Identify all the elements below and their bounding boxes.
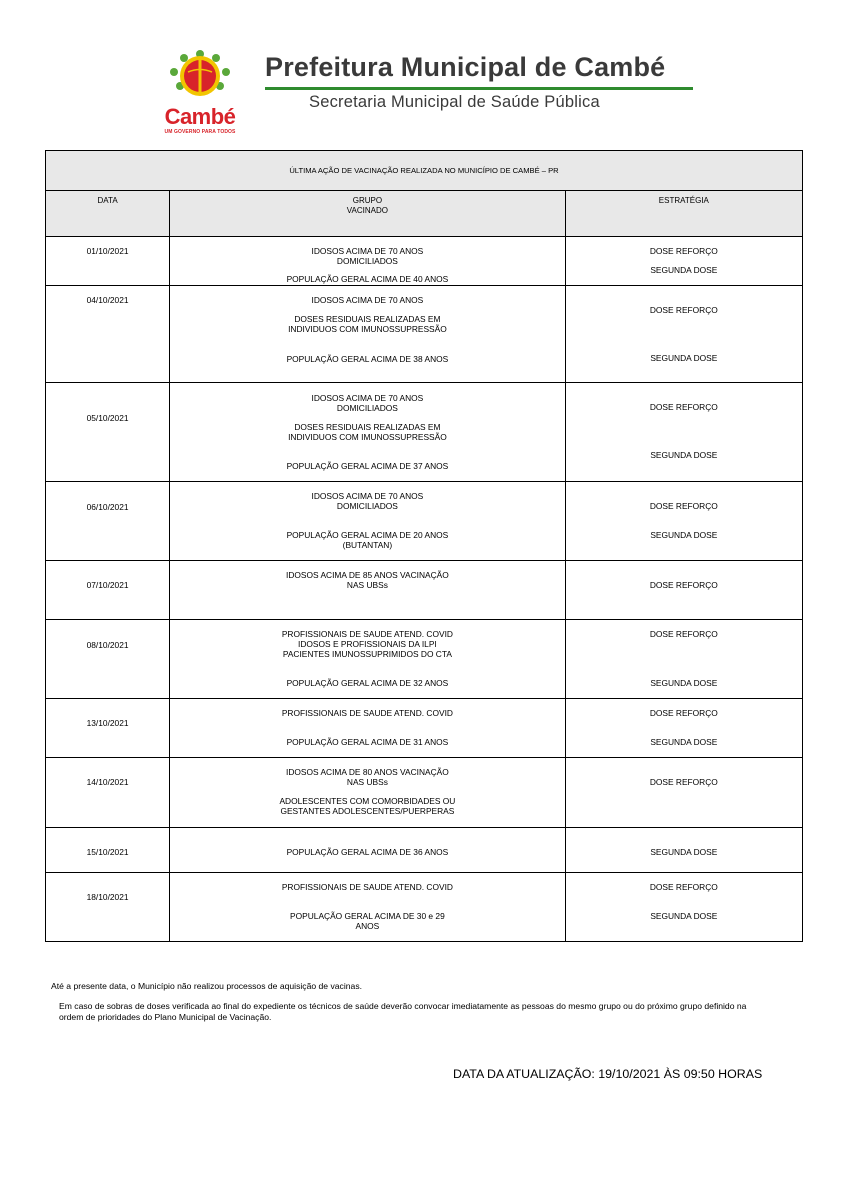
row-group-line: ADOLESCENTES COM COMORBIDADES OU GESTANTES ADOLESCENTES/PUERPERAS	[279, 796, 456, 816]
row-strategy: SEGUNDA DOSE	[650, 847, 718, 857]
title-underline	[265, 87, 693, 90]
row-group-line: IDOSOS ACIMA DE 85 ANOS VACINAÇÃO NAS UBSs	[286, 570, 449, 590]
row-group-line: POPULAÇÃO GERAL ACIMA DE 36 ANOS	[286, 847, 449, 857]
table-row	[46, 237, 803, 286]
row-strategy: DOSE REFORÇO	[649, 882, 718, 892]
table-row	[46, 620, 803, 699]
row-strategy: SEGUNDA DOSE	[650, 737, 718, 747]
row-group-line: POPULAÇÃO GERAL ACIMA DE 40 ANOS	[286, 274, 449, 284]
row-date: 15/10/2021	[86, 847, 129, 857]
row-group-line: POPULAÇÃO GERAL ACIMA DE 30 e 29 ANOS	[290, 911, 445, 931]
row-group-line: PROFISSIONAIS DE SAUDE ATEND. COVID IDOSOS E PROFISSIONAIS DA ILPI PACIENTES IMUNOSSUPRIMIDOS DO CTA	[281, 629, 453, 659]
logo-wordmark: Cambé	[164, 104, 236, 129]
row-strategy: DOSE REFORÇO	[649, 402, 718, 412]
table-row	[46, 873, 803, 942]
acquisition-note: Até a presente data, o Município não realizou processos de aquisição de vacinas.	[51, 981, 362, 991]
table-row	[46, 758, 803, 828]
row-date: 05/10/2021	[86, 413, 129, 423]
row-group-line: POPULAÇÃO GERAL ACIMA DE 37 ANOS	[286, 461, 449, 471]
column-header-strategy: ESTRATÉGIA	[565, 191, 802, 237]
row-strategy: SEGUNDA DOSE	[650, 353, 718, 363]
update-timestamp: DATA DA ATUALIZAÇÃO: 19/10/2021 ÀS 09:50 HORAS	[453, 1067, 763, 1081]
row-date: 01/10/2021	[86, 246, 129, 256]
row-group-line: IDOSOS ACIMA DE 70 ANOS DOMICILIADOS	[311, 393, 424, 413]
table-row	[46, 699, 803, 758]
row-group-line: PROFISSIONAIS DE SAUDE ATEND. COVID	[281, 882, 453, 892]
row-group-line: POPULAÇÃO GERAL ACIMA DE 31 ANOS	[286, 737, 449, 747]
row-strategy: DOSE REFORÇO	[649, 580, 718, 590]
row-strategy: DOSE REFORÇO	[649, 305, 718, 315]
cambe-logo	[150, 48, 250, 138]
logo-tagline: UM GOVERNO PARA TODOS	[164, 129, 236, 135]
cambe-emblem-icon	[150, 48, 250, 108]
row-group-line: PROFISSIONAIS DE SAUDE ATEND. COVID	[281, 708, 453, 718]
row-group-line: IDOSOS ACIMA DE 80 ANOS VACINAÇÃO NAS UBSs	[286, 767, 449, 787]
row-date: 13/10/2021	[86, 718, 129, 728]
column-header-group: GRUPO VACINADO	[170, 191, 566, 237]
row-group-line: DOSES RESIDUAIS REALIZADAS EM INDIVIDUOS COM IMUNOSSUPRESSÃO	[288, 422, 447, 442]
row-strategy: SEGUNDA DOSE	[650, 530, 718, 540]
row-date: 08/10/2021	[86, 640, 129, 650]
page-title: Prefeitura Municipal de Cambé	[265, 52, 666, 82]
vaccination-table	[45, 150, 803, 942]
row-date: 18/10/2021	[86, 892, 129, 902]
column-header-date: DATA	[46, 191, 170, 237]
row-group-line: IDOSOS ACIMA DE 70 ANOS DOMICILIADOS	[311, 491, 424, 511]
table-row	[46, 828, 803, 873]
table-row	[46, 561, 803, 620]
row-strategy: DOSE REFORÇO	[649, 777, 718, 787]
row-strategy: DOSE REFORÇO	[649, 629, 718, 639]
table-row	[46, 383, 803, 482]
table-caption: ÚLTIMA AÇÃO DE VACINAÇÃO REALIZADA NO MUNICÍPIO DE CAMBÉ – PR	[46, 151, 803, 191]
row-group-line: POPULAÇÃO GERAL ACIMA DE 32 ANOS	[286, 678, 449, 688]
table-row	[46, 286, 803, 383]
row-strategy: SEGUNDA DOSE	[650, 265, 718, 275]
row-group-line: IDOSOS ACIMA DE 70 ANOS DOMICILIADOS	[311, 246, 424, 266]
row-strategy: DOSE REFORÇO	[649, 708, 718, 718]
row-date: 06/10/2021	[86, 502, 129, 512]
row-group-line: IDOSOS ACIMA DE 70 ANOS	[311, 295, 424, 305]
row-strategy: DOSE REFORÇO	[649, 246, 718, 256]
page-subtitle: Secretaria Municipal de Saúde Pública	[309, 93, 600, 111]
row-date: 04/10/2021	[86, 295, 129, 305]
row-group-line: DOSES RESIDUAIS REALIZADAS EM INDIVIDUOS COM IMUNOSSUPRESSÃO	[288, 314, 447, 334]
row-strategy: DOSE REFORÇO	[649, 501, 718, 511]
leftover-doses-note: Em caso de sobras de doses verificada ao final do expediente os técnicos de saúde deverão convocar imediatamente as pessoas do mesmo grupo ou do próximo grupo definido na ordem de prioridades do Plano Municipal de Vacinação.	[59, 1001, 747, 1022]
row-date: 07/10/2021	[86, 580, 129, 590]
row-strategy: SEGUNDA DOSE	[650, 450, 718, 460]
row-group-line: POPULAÇÃO GERAL ACIMA DE 20 ANOS (BUTANTAN)	[286, 530, 449, 550]
row-group-line: POPULAÇÃO GERAL ACIMA DE 38 ANOS	[286, 354, 449, 364]
row-date: 14/10/2021	[86, 777, 129, 787]
row-strategy: SEGUNDA DOSE	[650, 678, 718, 688]
row-strategy: SEGUNDA DOSE	[650, 911, 718, 921]
table-row	[46, 482, 803, 561]
